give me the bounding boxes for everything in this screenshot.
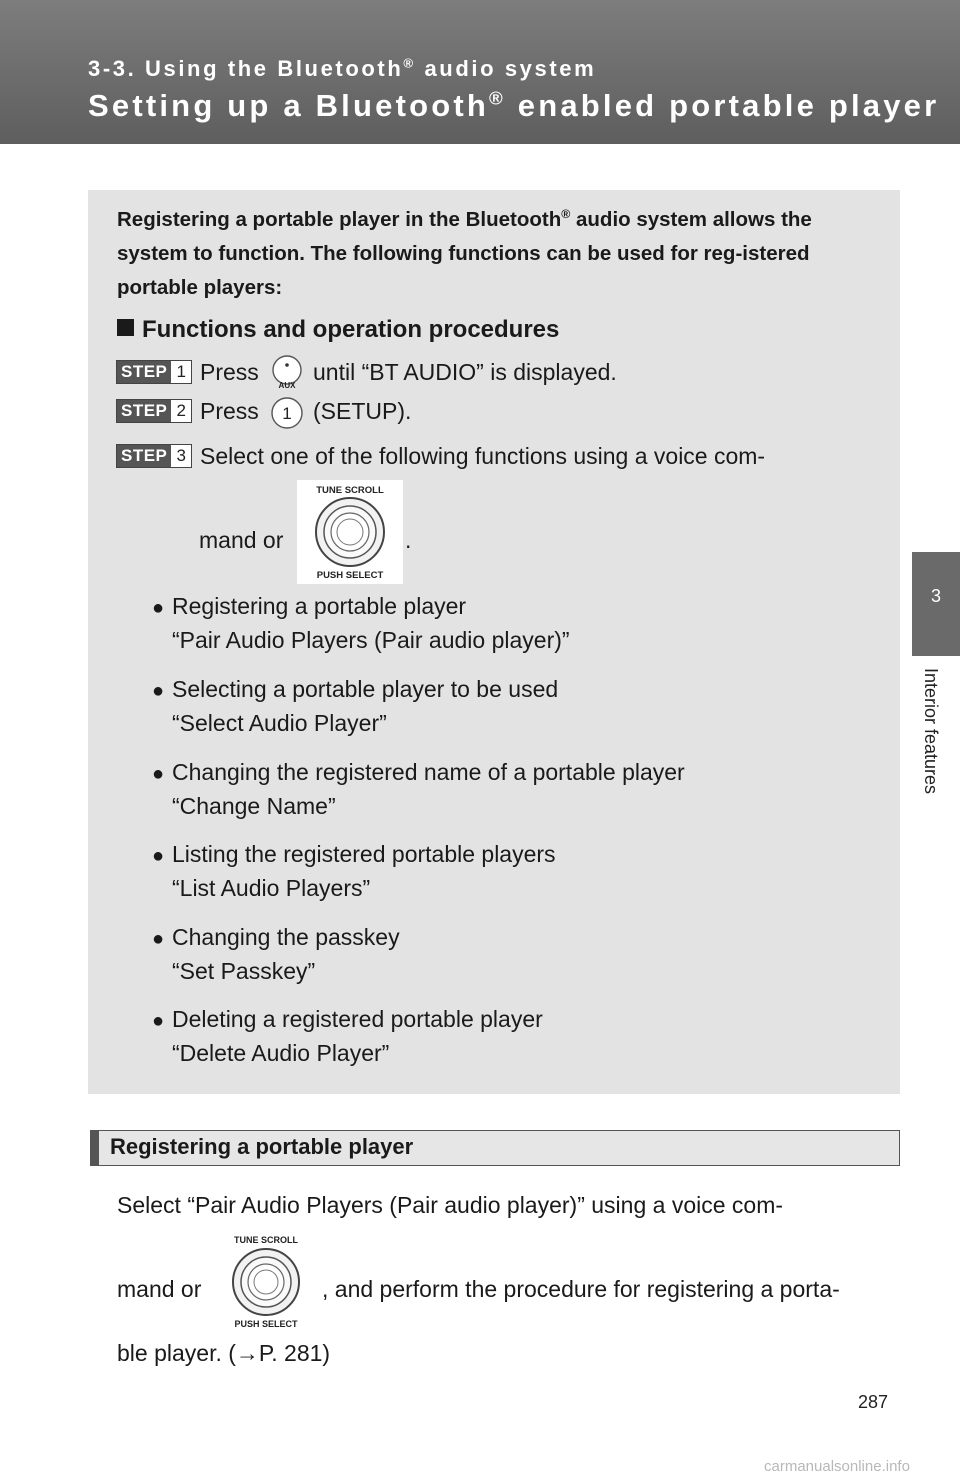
chapter-number: 3 xyxy=(930,586,941,606)
register-text-line-2a: mand or xyxy=(117,1276,202,1302)
list-item-label: Selecting a portable player to be used xyxy=(172,676,559,702)
section-label: 3-3. Using the Bluetooth® audio system xyxy=(88,55,597,81)
list-item-command: “Pair Audio Players (Pair audio player)” xyxy=(172,627,570,653)
step-3-badge: STEP 3 xyxy=(116,444,192,468)
chapter-label: Interior features xyxy=(921,668,941,795)
svg-text:PUSH SELECT: PUSH SELECT xyxy=(316,570,384,581)
bullet-icon: ● xyxy=(152,845,165,867)
list-item-label: Listing the registered portable players xyxy=(172,841,556,867)
svg-text:TUNE SCROLL: TUNE SCROLL xyxy=(234,1235,298,1245)
step-3-text: Select one of the following functions using a voice com- xyxy=(200,443,766,469)
svg-text:1: 1 xyxy=(282,404,292,423)
svg-text:TUNE SCROLL: TUNE SCROLL xyxy=(316,485,384,496)
list-item-label: Deleting a registered portable player xyxy=(172,1006,543,1032)
aux-button-icon xyxy=(270,355,304,396)
step-2-text: (SETUP). xyxy=(313,398,412,424)
bullet-icon: ● xyxy=(152,597,165,619)
register-section-title: Registering a portable player xyxy=(110,1134,414,1159)
bullet-icon: ● xyxy=(152,1010,165,1032)
svg-text:PUSH SELECT: PUSH SELECT xyxy=(234,1319,298,1329)
register-text-line-2b: , and perform the procedure for registering a porta- xyxy=(322,1276,840,1302)
list-item-label: Changing the passkey xyxy=(172,924,400,950)
list-item-label: Registering a portable player xyxy=(172,593,467,619)
list-item-command: “List Audio Players” xyxy=(172,875,371,901)
step-1-badge: STEP 1 xyxy=(116,360,192,384)
list-item-command: “Select Audio Player” xyxy=(172,710,387,736)
bullet-icon: ● xyxy=(152,928,165,950)
step-1-text: until “BT AUDIO” is displayed. xyxy=(313,359,617,385)
functions-heading: Functions and operation procedures xyxy=(117,316,559,344)
list-item-command: “Delete Audio Player” xyxy=(172,1040,390,1066)
register-text-line-1: Select “Pair Audio Players (Pair audio player)” using a voice com- xyxy=(117,1192,784,1218)
list-item-command: “Change Name” xyxy=(172,793,336,819)
intro-text: Registering a portable player in the Bluetooth® audio system allows the system to function. The following functions can be used for reg-istered portable players: xyxy=(117,207,812,299)
step-3-text-cont: mand or xyxy=(199,527,284,553)
bullet-icon: ● xyxy=(152,763,165,785)
page-number: 287 xyxy=(858,1392,889,1412)
tune-scroll-knob-icon xyxy=(216,1232,316,1337)
watermark: carmanualsonline.info xyxy=(764,1458,910,1475)
svg-text:AUX: AUX xyxy=(278,381,296,390)
preset-1-button-icon xyxy=(270,396,304,435)
list-item-label: Changing the registered name of a portable player xyxy=(172,759,685,785)
step-2-press: Press xyxy=(200,398,259,424)
square-bullet-icon xyxy=(117,319,134,336)
step-2-badge: STEP 2 xyxy=(116,399,192,423)
register-text-line-3[interactable]: ble player. (→P. 281) xyxy=(117,1340,331,1366)
list-item-command: “Set Passkey” xyxy=(172,958,316,984)
step-3-period: . xyxy=(405,527,412,553)
bullet-icon: ● xyxy=(152,680,165,702)
step-1-press: Press xyxy=(200,359,259,385)
tune-scroll-knob-icon xyxy=(297,480,403,589)
page-title: Setting up a Bluetooth® enabled portable player xyxy=(88,87,940,123)
